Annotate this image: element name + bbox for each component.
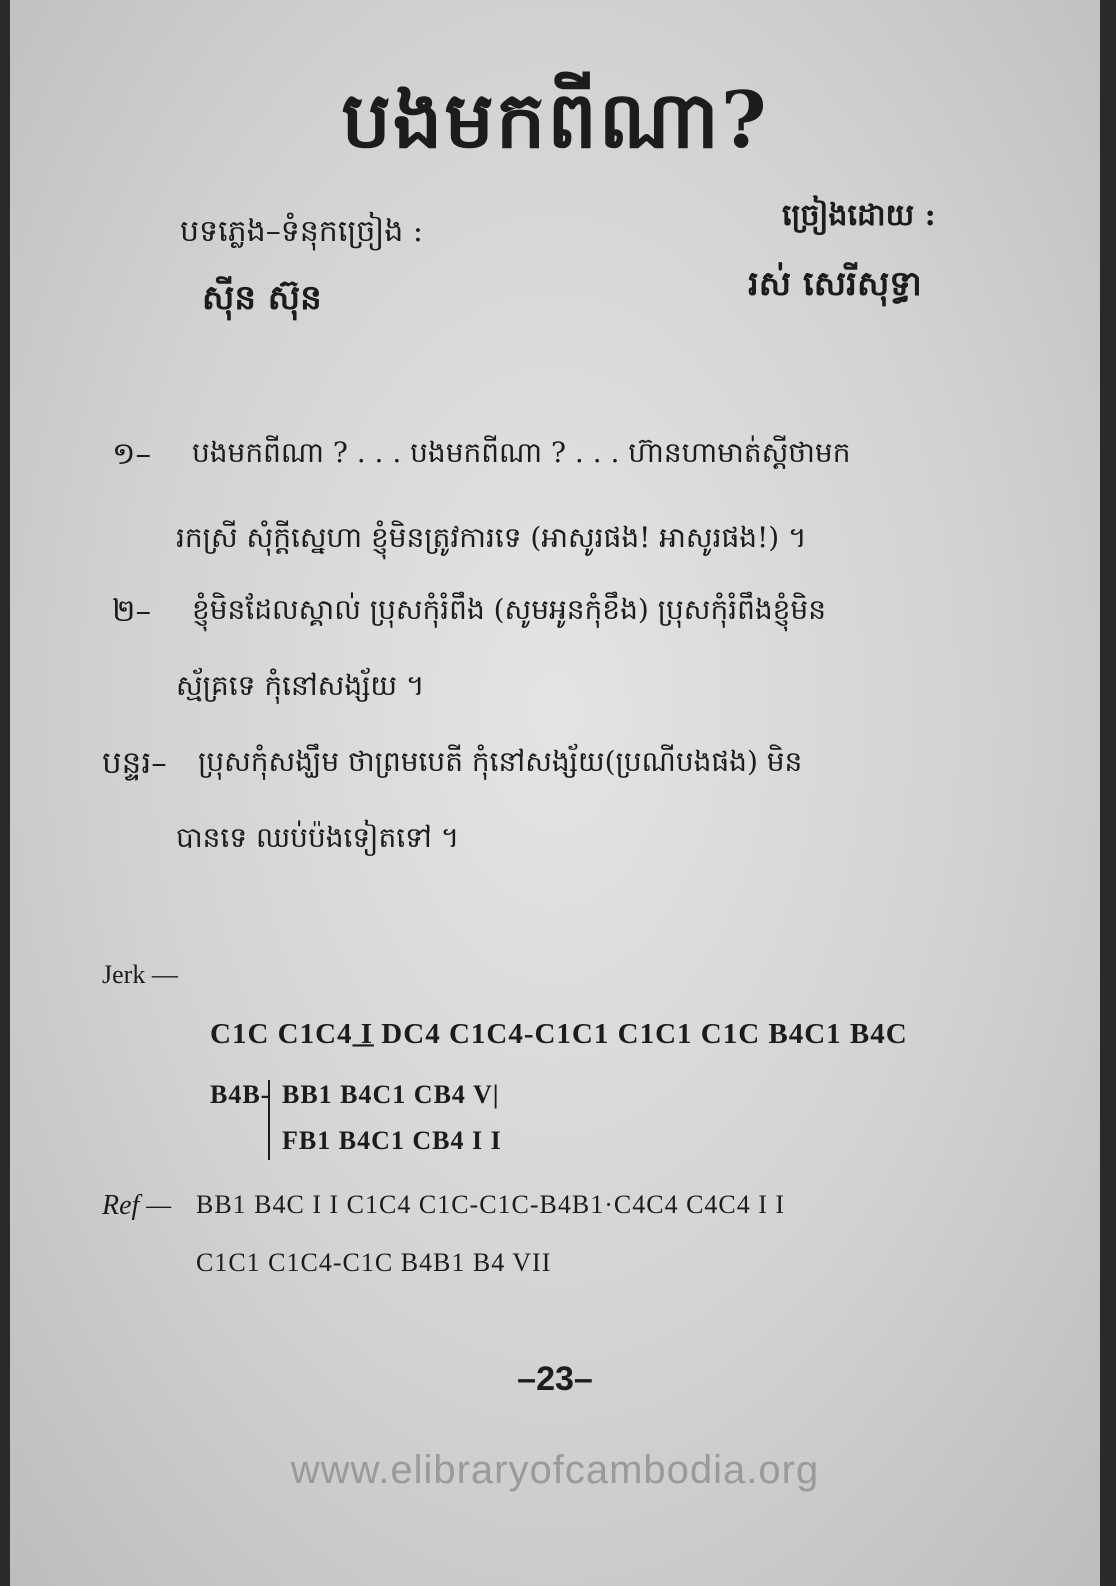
- ref-line-1: BB1 B4C I I C1C4 C1C-C1C-B4B1·C4C4 C4C4 I I: [196, 1190, 786, 1219]
- chord-line-3: FB1 B4C1 CB4 I I: [282, 1126, 502, 1155]
- singer-label: ច្រៀងដោយ :: [782, 198, 936, 233]
- composer-label: បទភ្លេង–ទំនុកច្រៀង :: [180, 214, 423, 249]
- refrain-line-1: ប្រុសកុំសង្ឃឹម ថាព្រមបេតី កុំនៅសង្ស័យ(ប្រណីបងផង) មិន: [198, 745, 803, 778]
- ref-line-2: C1C1 C1C4-C1C B4B1 B4 VII: [196, 1248, 552, 1277]
- refrain-number: បន្ទរ–: [102, 745, 167, 781]
- chord-line-1: C1C C1C4 ̲I̲ DC4 C1C4-C1C1 C1C1 C1C B4C1 B4C: [210, 1018, 908, 1050]
- verse-1-line-1: បងមកពីណា ? . . . បងមកពីណា ? . . . ហ៊ានហាមាត់ស្ដីថាមក: [192, 436, 851, 469]
- composer-name: ស៊ីន ស៊ុន: [202, 278, 322, 318]
- verse-1-line-2: រកស្រី សុំក្ដីស្នេហា ខ្ញុំមិនត្រូវការទេ (អាសូរផង! អាសូរផង!) ។: [176, 521, 807, 554]
- jerk-label: Jerk —: [102, 960, 178, 989]
- ref-label: Ref —: [102, 1190, 172, 1221]
- song-title: បងមកពីណា?: [341, 75, 769, 166]
- page-number: –23–: [517, 1360, 593, 1398]
- singer-name: រស់ សេរីសុទ្ធា: [748, 264, 922, 304]
- verse-2-number: ២–: [112, 593, 151, 629]
- verse-2-line-2: ស្ម័គ្រទេ កុំនៅសង្ស័យ ។: [176, 669, 425, 702]
- refrain-line-2: បានទេ ឈប់ប៉ងទៀតទៅ ។: [176, 821, 460, 854]
- verse-2-line-1: ខ្ញុំមិនដែលស្គាល់ ប្រុសកុំរំពឹង (សូមអូនកុំខឹង) ប្រុសកុំរំពឹងខ្ញុំមិន: [192, 593, 826, 626]
- chord-line-2-prefix: B4B-: [210, 1080, 271, 1109]
- chord-line-2: BB1 B4C1 CB4 V|: [282, 1080, 500, 1109]
- song-page: [10, 0, 1100, 1586]
- watermark: www.elibraryofcambodia.org: [290, 1448, 820, 1492]
- chord-brace: [268, 1080, 280, 1160]
- verse-1-number: ១–: [112, 436, 151, 472]
